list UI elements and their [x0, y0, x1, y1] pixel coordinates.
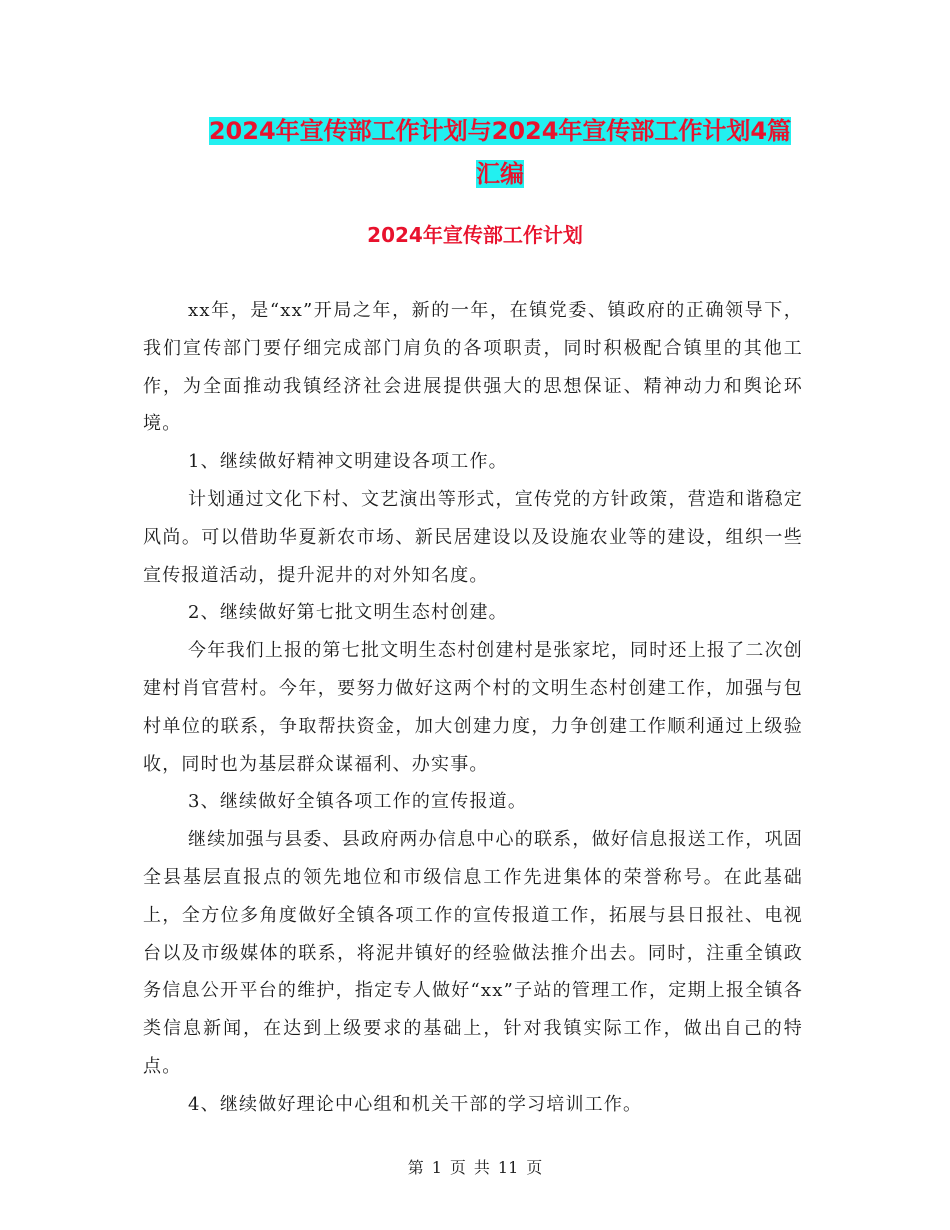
footer-total-label: 共 — [473, 1158, 490, 1177]
document-body — [143, 292, 803, 1124]
document-title-line2: 汇编 — [476, 160, 524, 188]
page-footer — [0, 1155, 950, 1178]
paragraph-intro: xx年，是“xx”开局之年，新的一年，在镇党委、镇政府的正确领导下，我们宣传部门要仔细完成部门肩负的各项职责，同时积极配合镇里的其他工作，为全面推动我镇经济社会进展提供强大的思想保证、精神动力和舆论环境。 — [143, 300, 803, 435]
heading-item-4: 4、继续做好理论中心组和机关干部的学习培训工作。 — [188, 1093, 643, 1115]
footer-suffix: 页 — [526, 1158, 543, 1177]
footer-page-number: 1 — [431, 1158, 442, 1177]
paragraph-item-1: 计划通过文化下村、文艺演出等形式，宣传党的方针政策，营造和谐稳定风尚。可以借助华夏新农市场、新民居建设以及设施农业等的建设，组织一些宣传报道活动，提升泥井的对外知名度。 — [143, 488, 803, 586]
heading-item-2: 2、继续做好第七批文明生态村创建。 — [188, 602, 508, 624]
paragraph-item-3: 继续加强与县委、县政府两办信息中心的联系，做好信息报送工作，巩固全县基层直报点的领先地位和市级信息工作先进集体的荣誉称号。在此基础上，全方位多角度做好全镇各项工作的宣传报道工作，拓展与县日报社、电视台以及市级媒体的联系，将泥井镇好的经验做法推介出去。同时，注重全镇政务信息公开平台的维护，指定专人做好“xx”子站的管理工作，定期上报全镇各类信息新闻，在达到上级要求的基础上，针对我镇实际工作，做出自己的特点。 — [143, 829, 803, 1077]
document-title — [180, 110, 820, 153]
section-title: 2024年宣传部工作计划 — [367, 223, 583, 247]
heading-item-1: 1、继续做好精神文明建设各项工作。 — [188, 451, 508, 473]
paragraph-item-2: 今年我们上报的第七批文明生态村创建村是张家坨，同时还上报了二次创建村肖官营村。今年，要努力做好这两个村的文明生态村创建工作，加强与包村单位的联系，争取帮扶资金，加大创建力度，力争创建工作顺利通过上级验收，同时也为基层群众谋福利、办实事。 — [143, 640, 803, 775]
footer-total-pages: 11 — [497, 1158, 519, 1177]
heading-item-3: 3、继续做好全镇各项工作的宣传报道。 — [188, 791, 528, 813]
document-title-line1: 2024年宣传部工作计划与2024年宣传部工作计划4篇 — [208, 117, 792, 145]
footer-page-label: 页 — [449, 1158, 466, 1177]
footer-prefix: 第 — [407, 1158, 424, 1177]
document-title-continued — [180, 153, 820, 196]
